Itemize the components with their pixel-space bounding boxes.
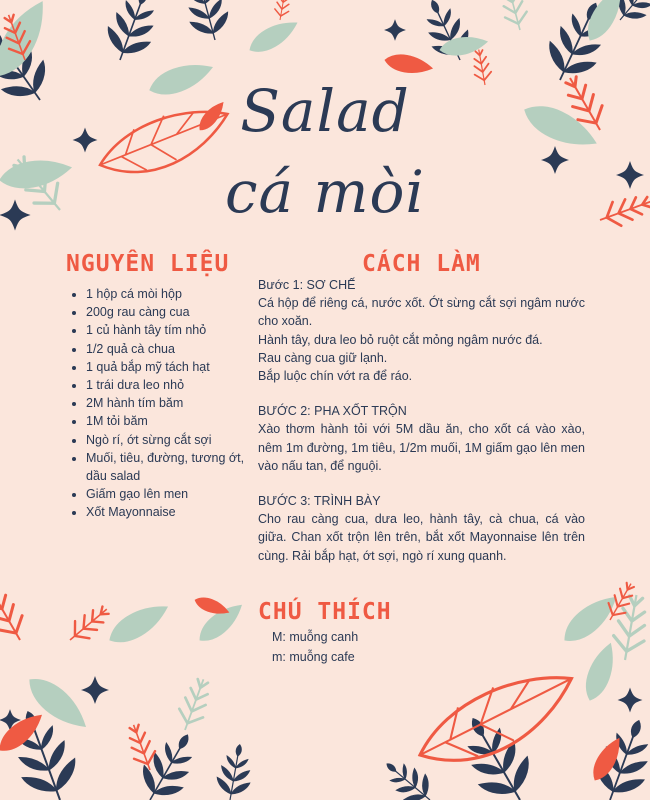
note-item: m: muỗng cafe	[272, 650, 355, 664]
method-steps	[258, 276, 585, 582]
ingredient-item: • 1 củ hành tây tím nhỏ	[86, 321, 258, 339]
method-heading: CÁCH LÀM	[362, 251, 481, 277]
recipe-title-line-1: Salad	[240, 77, 410, 145]
ingredients-heading: NGUYÊN LIỆU	[66, 251, 230, 277]
recipe-title-line-2: cá mòi	[225, 158, 425, 226]
step-1	[258, 276, 585, 385]
step-title: Bước 1: SƠ CHẾ	[258, 278, 356, 292]
step-text: Bắp luộc chín vớt ra để ráo.	[258, 369, 413, 384]
step-text: Rau càng cua giữ lạnh.	[258, 350, 388, 365]
ingredient-item: • 2M hành tím băm	[86, 394, 258, 412]
ingredient-item: • 1 hộp cá mòi hộp	[86, 285, 258, 303]
ingredient-item: • 1 quả bắp mỹ tách hạt	[86, 358, 258, 376]
step-title: BƯỚC 2: PHA XỐT TRỘN	[258, 404, 407, 419]
notes-list	[272, 627, 358, 667]
step-title: BƯỚC 3: TRÌNH BÀY	[258, 494, 381, 509]
ingredient-item: • 1 trái dưa leo nhỏ	[86, 376, 258, 394]
ingredient-item: • Ngò rí, ớt sừng cắt sợi	[86, 431, 258, 449]
note-item: M: muỗng canh	[272, 630, 359, 644]
notes-heading: CHÚ THÍCH	[258, 599, 392, 625]
ingredient-item: • 1/2 quả cà chua	[86, 340, 258, 358]
ingredient-item: • Muối, tiêu, đường, tương ớt, dầu salad	[86, 449, 258, 485]
step-text: Cá hộp để riêng cá, nước xốt. Ớt sừng cắt sợi ngâm nước cho xoăn.	[258, 296, 585, 329]
ingredient-item: • Xốt Mayonnaise	[86, 503, 258, 521]
step-text: Hành tây, dưa leo bỏ ruột cắt mỏng ngâm nước đá.	[258, 332, 543, 347]
step-2	[258, 402, 585, 475]
step-3	[258, 492, 585, 565]
step-text: Xào thơm hành tỏi với 5M dầu ăn, cho xốt cá vào xào, nêm 1m đường, 1m tiêu, 1/2m muối, 1M giấm gạo lên men vào nấu tan, để nguội.	[258, 422, 585, 473]
step-text: Cho rau càng cua, dưa leo, hành tây, cà chua, cá vào giữa. Chan xốt trộn lên trên, bắt xốt Mayonnaise lên trên cùng. Rải bắp hạt, ớt sợi, ngò rí xung quanh.	[258, 512, 585, 563]
ingredient-item: • 1M tỏi băm	[86, 412, 258, 430]
ingredient-item: • Giấm gạo lên men	[86, 485, 258, 503]
ingredients-list	[72, 285, 258, 522]
ingredient-item: • 200g rau càng cua	[86, 303, 258, 321]
